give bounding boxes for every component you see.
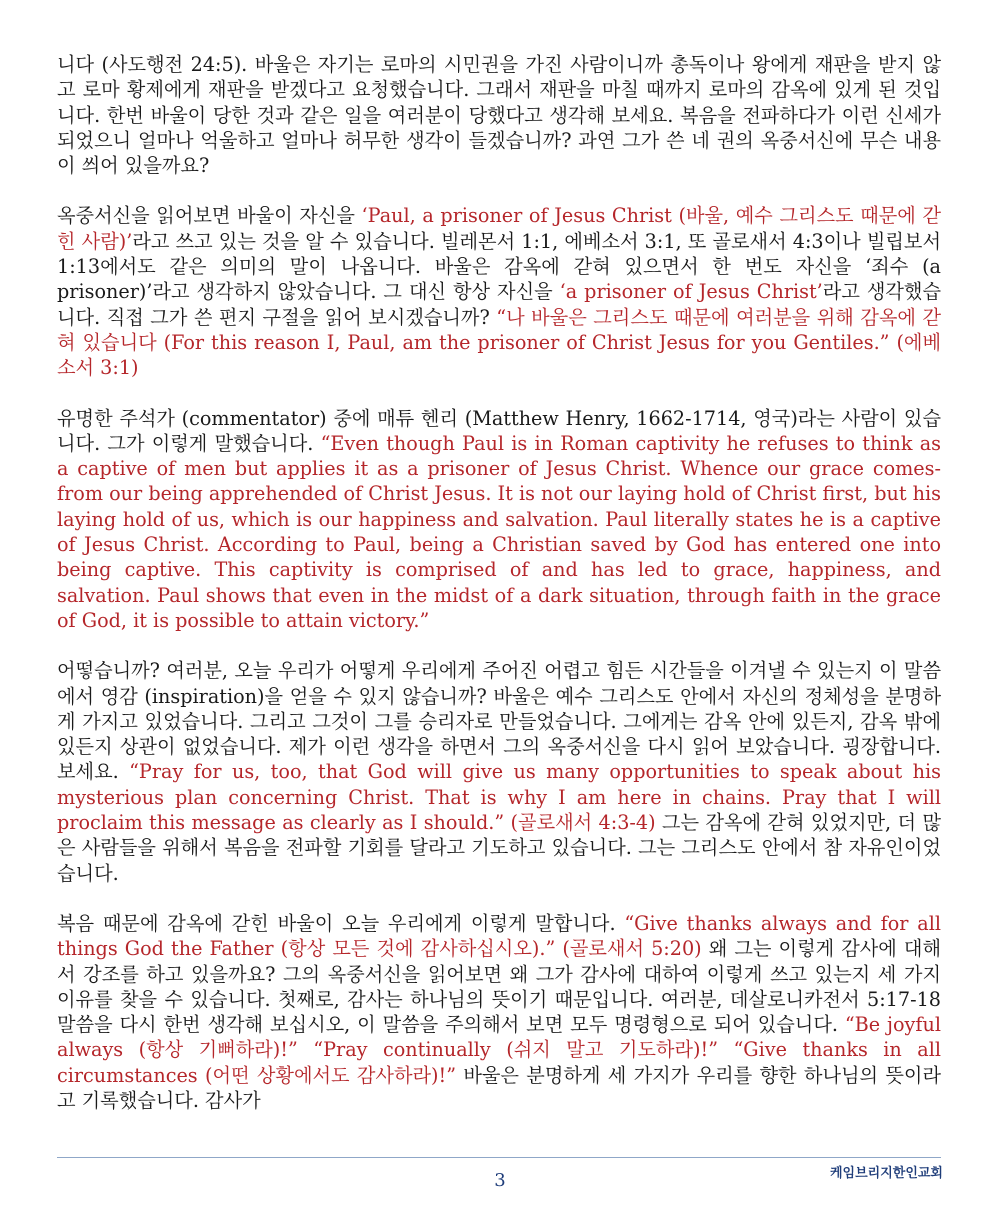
text-run: 바울은 분명하게 세 가지가 우리를 향한 하나님의 뜻이라고 기록했습니다. 감사가 <box>57 1063 941 1112</box>
paragraph-4 <box>57 658 941 886</box>
paragraph-1 <box>57 52 941 178</box>
paragraph-5 <box>57 911 941 1113</box>
text-run: 라고 생각했습니다. 직접 그가 쓴 편지 구절을 읽어 보시겠습니까? <box>57 280 941 329</box>
text-run: 복음 때문에 감옥에 갇힌 바울이 오늘 우리에게 이렇게 말합니다. <box>57 911 625 935</box>
quote-run: “Be joyful always (항상 기뻐하라)!” “Pray continually (쉬지 말고 기도하라)!” “Give thanks in all circumstances (어떤 상황에서도 감사하라)!” <box>57 1013 941 1087</box>
text-run: 라고 쓰고 있는 것을 알 수 있습니다. 빌레몬서 1:1, 에베소서 3:1, 또 골로새서 4:3이나 빌립보서 1:13에서도 같은 의미의 말이 나옵니다. 바울은 감옥에 갇혀 있으면서 한 번도 자신을 ‘죄수 (a prisoner)’라고 생각하지 않았습니다. 그 대신 항상 자신을 <box>57 229 941 304</box>
text-run: 니다 (사도행전 24:5). 바울은 자기는 로마의 시민권을 가진 사람이니까 총독이나 왕에게 재판을 받지 않고 로마 황제에게 재판을 받겠다고 요청했습니다. 그래서 재판을 마칠 때까지 로마의 감옥에 있게 된 것입니다. 한번 바울이 당한 것과 같은 일을 여러분이 당했다고 생각해 보세요. 복음을 전파하다가 이런 신세가 되었으니 얼마나 억울하고 얼마나 허무한 생각이 들겠습니까? 과연 그가 쓴 네 권의 옥중서신에 무슨 내용이 씌어 있을까요? <box>57 53 941 178</box>
document-body <box>57 52 941 1138</box>
quote-run: ‘Paul, a prisoner of Jesus Christ (바울, 예수 그리스도 때문에 갇힌 사람)’ <box>57 204 941 253</box>
quote-run: ‘a prisoner of Jesus Christ’ <box>559 280 823 304</box>
footer-divider <box>57 1157 941 1158</box>
text-run: 유명한 주석가 (commentator) 중에 매튜 헨리 (Matthew Henry, 1662-1714, 영국)라는 사람이 있습니다. 그가 이렇게 말했습니다. <box>57 406 941 455</box>
quote-run: “Pray for us, too, that God will give us many opportunities to speak about his mysterious plan concerning Christ. That is why I am here in chains. Pray that I will proclaim this message as clearly as I should.” (골로새서 4:3-4) <box>57 760 941 835</box>
quote-run: “Even though Paul is in Roman captivity he refuses to think as a captive of men but applies it as a prisoner of Jesus Christ. Whence our grace comes- from our being apprehended of Christ Jesus. It is not our laying hold of Christ first, but his laying hold of us, which is our happiness and salvation. Paul literally states he is a captive of Jesus Christ. According to Paul, being a Christian saved by God has entered one into being captive. This captivity is comprised of and has led to grace, happiness, and salvation. Paul shows that even in the midst of a dark situation, through faith in the grace of God, it is possible to attain victory.” <box>57 431 941 632</box>
quote-run: “Give thanks always and for all things God the Father (항상 모든 것에 감사하십시오).” (골로새서 5:20) <box>57 911 942 961</box>
church-name: 케임브리지한인교회 <box>829 1166 943 1181</box>
paragraph-2 <box>57 203 941 380</box>
page-number: 3 <box>494 1170 506 1191</box>
text-run: 그는 감옥에 갇혀 있었지만, 더 많은 사람들을 위해서 복음을 전파할 기회를 달라고 기도하고 있습니다. 그는 그리스도 안에서 참 자유인이었습니다. <box>57 811 942 885</box>
paragraph-3 <box>57 406 941 634</box>
quote-run: “나 바울은 그리스도 때문에 여러분을 위해 감옥에 갇혀 있습니다 (For this reason I, Paul, am the prisoner of Christ Jesus for you Gentiles.” (에베소서 3:1) <box>57 305 941 380</box>
text-run: 옥중서신을 읽어보면 바울이 자신을 <box>57 204 362 228</box>
text-run: 왜 그는 이렇게 감사에 대해서 강조를 하고 있을까요? 그의 옥중서신을 읽어보면 왜 그가 감사에 대하여 이렇게 쓰고 있는지 세 가지 이유를 찾을 수 있습니다. 첫째로, 감사는 하나님의 뜻이기 때문입니다. 여러분, 데살로니카전서 5:17-18 말씀을 다시 한번 생각해 보십시오, 이 말씀을 주의해서 보면 모두 명령형으로 되어 있습니다. <box>57 937 941 1037</box>
text-run: 어떻습니까? 여러분, 오늘 우리가 어떻게 우리에게 주어진 어렵고 힘든 시간들을 이겨낼 수 있는지 이 말씀에서 영감 (inspiration)을 얻을 수 있지 않습니까? 바울은 예수 그리스도 안에서 자신의 정체성을 분명하게 가지고 있었습니다. 그리고 그것이 그를 승리자로 만들었습니다. 그에게는 감옥 안에 있든지, 감옥 밖에 있든지 상관이 없었습니다. 제가 이런 생각을 하면서 그의 옥중서신을 다시 읽어 보았습니다. 굉장합니다. 보세요. <box>57 659 941 784</box>
